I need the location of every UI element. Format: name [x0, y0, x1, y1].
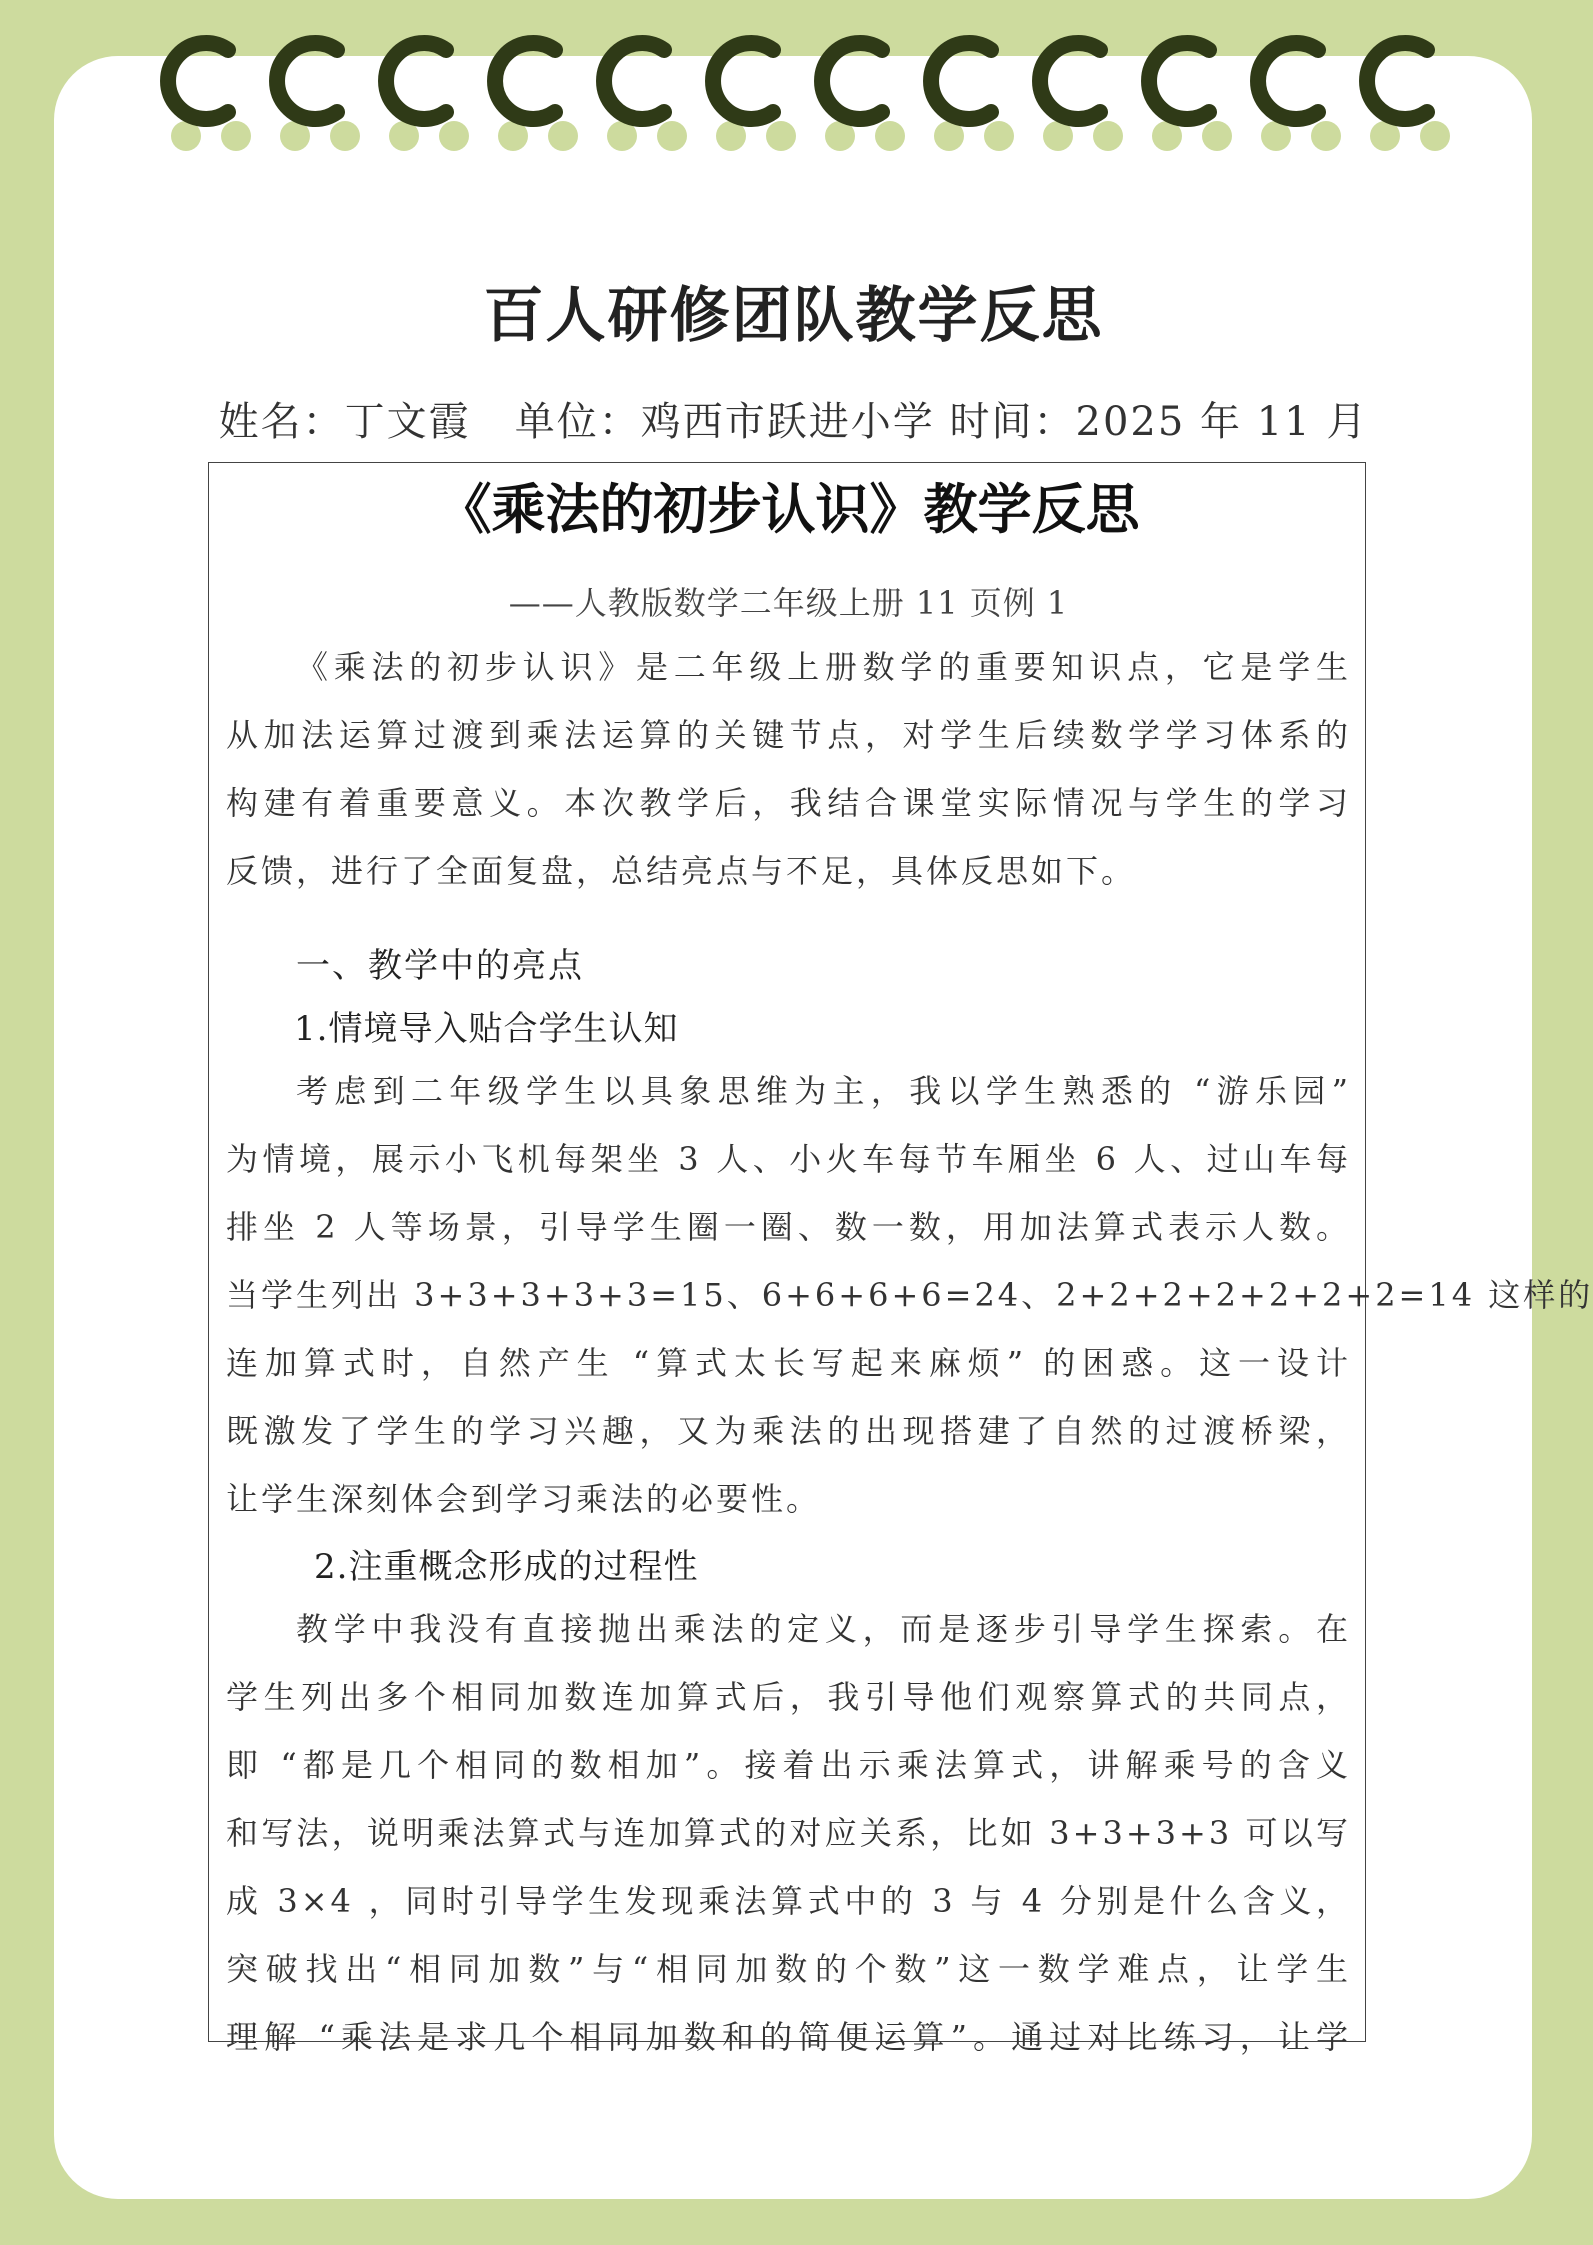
point1-paragraph: [226, 1057, 1593, 1533]
paragraph-line: 连加算式时，自然产生 “算式太长写起来麻烦” 的困惑。这一设计: [226, 1344, 1351, 1382]
page-title: 百人研修团队教学反思: [483, 281, 1104, 351]
spiral-ring-icon: [604, 43, 687, 151]
paragraph-line: 理解 “乘法是求几个相同加数和的简便运算”。通过对比练习，让学: [226, 2018, 1351, 2056]
spiral-ring-icon: [168, 43, 251, 151]
subsection-heading: 2.注重概念形成的过程性: [314, 1547, 699, 1587]
spiral-ring-icon: [1258, 43, 1341, 151]
spiral-ring-icon: [713, 43, 796, 151]
paragraph-line: 成 3×4 ，同时引导学生发现乘法算式中的 3 与 4 分别是什么含义，: [226, 1882, 1351, 1920]
paragraph-line: 当学生列出 3+3+3+3+3=15、6+6+6+6=24、2+2+2+2+2+2+2=14 这样的: [226, 1276, 1593, 1314]
paragraph-line: 让学生深刻体会到学习乘法的必要性。: [226, 1480, 822, 1518]
spiral-ring-icon: [931, 43, 1014, 151]
spiral-ring-icon: [1367, 43, 1450, 151]
paragraph-line: 为情境，展示小飞机每架坐 3 人、小火车每节车厢坐 6 人、过山车每: [226, 1140, 1351, 1178]
intro-paragraph: [226, 633, 1351, 905]
subsection-heading: 1.情境导入贴合学生认知: [294, 1009, 679, 1049]
paragraph-line: 教学中我没有直接抛出乘法的定义，而是逐步引导学生探索。在: [296, 1610, 1351, 1648]
paragraph-line: 排坐 2 人等场景，引导学生圈一圈、数一数，用加法算式表示人数。: [226, 1208, 1351, 1246]
spiral-ring-icon: [495, 43, 578, 151]
spiral-binding: [0, 0, 1587, 170]
article-title: 《乘法的初步认识》教学反思: [437, 477, 1140, 541]
paragraph-line: 突破找出“相同加数”与“相同加数的个数”这一数学难点，让学生: [226, 1950, 1351, 1988]
article-subtitle: ——人教版数学二年级上册 11 页例 1: [508, 584, 1069, 622]
spiral-ring-icon: [386, 43, 469, 151]
article-body: [226, 463, 1593, 2071]
spiral-ring-icon: [1040, 43, 1123, 151]
spiral-ring-icon: [822, 43, 905, 151]
paragraph-line: 学生列出多个相同加数连加算式后，我引导他们观察算式的共同点，: [226, 1678, 1351, 1716]
point2-paragraph: [226, 1595, 1351, 2071]
paragraph-line: 反馈，进行了全面复盘，总结亮点与不足，具体反思如下。: [226, 852, 1137, 890]
article-frame: [208, 462, 1593, 2056]
spiral-ring-icon: [277, 43, 360, 151]
paragraph-line: 构建有着重要意义。本次教学后，我结合课堂实际情况与学生的学习: [226, 784, 1351, 822]
paragraph-line: 《乘法的初步认识》是二年级上册数学的重要知识点，它是学生: [296, 648, 1351, 686]
paragraph-line: 即 “都是几个相同的数相加”。接着出示乘法算式，讲解乘号的含义: [226, 1746, 1351, 1784]
section-heading: 一、教学中的亮点: [296, 946, 584, 986]
paragraph-line: 既激发了学生的学习兴趣，又为乘法的出现搭建了自然的过渡桥梁，: [226, 1412, 1351, 1450]
paragraph-line: 和写法，说明乘法算式与连加算式的对应关系，比如 3+3+3+3 可以写: [226, 1814, 1351, 1852]
author-meta-line: 姓名：丁文霞 单位：鸡西市跃进小学 时间：2025 年 11 月: [218, 399, 1369, 445]
paragraph-line: 从加法运算过渡到乘法运算的关键节点，对学生后续数学学习体系的: [226, 716, 1351, 754]
spiral-ring-icon: [1149, 43, 1232, 151]
paragraph-line: 考虑到二年级学生以具象思维为主，我以学生熟悉的 “游乐园”: [296, 1072, 1351, 1110]
